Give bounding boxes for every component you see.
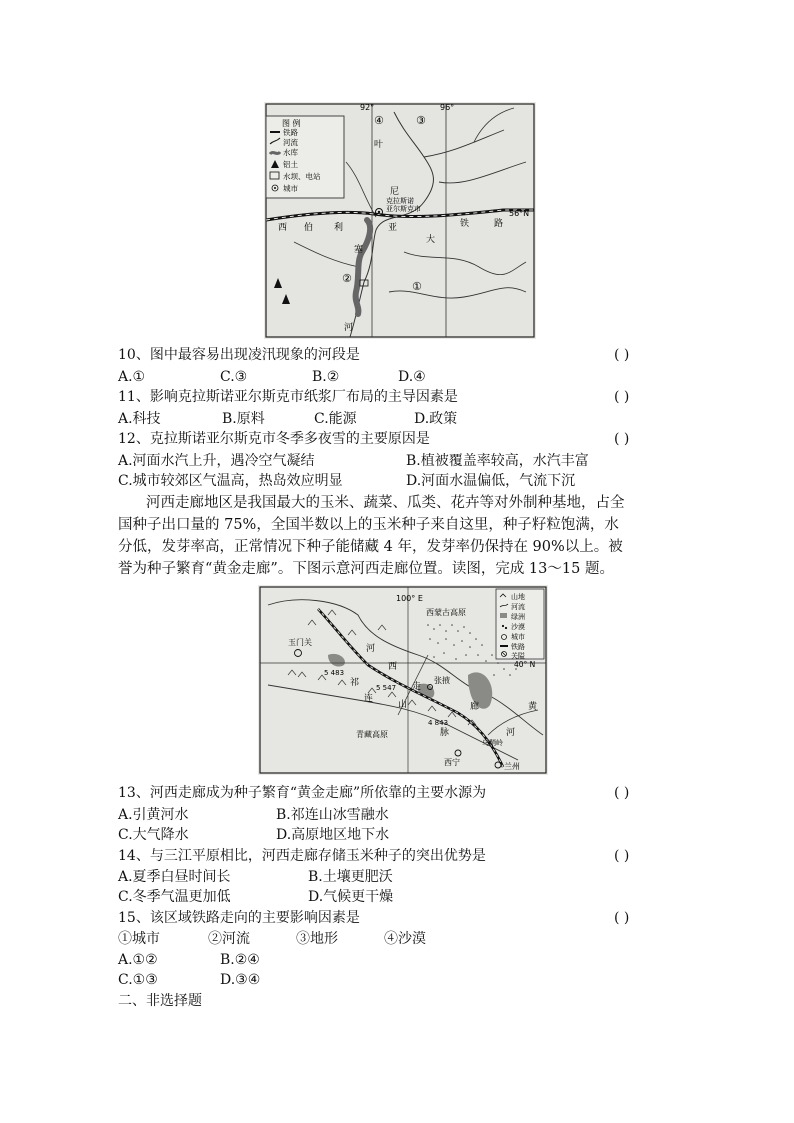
hexi-corridor-figure [258,585,548,775]
q13-option-c: C.大气降水 [118,827,189,843]
q10-option-c: C.③ [220,369,248,385]
label-plateau-north: 西蒙古高原 [426,608,466,617]
label-zhangye: 张掖 [434,676,450,685]
q15-item-4: ④沙漠 [384,931,426,947]
q15-option-b: B.②④ [220,952,260,968]
lon-100e-label: 100° E [396,594,423,603]
q14-option-b: B.土壤更肥沃 [308,869,393,885]
q14-paren: ( ) [614,848,630,864]
q12-options-row1 [118,451,589,471]
label-lian: 连 [364,694,374,704]
label-lang: 廊 [470,702,480,712]
legend-reservoir: 水库 [283,148,298,157]
label-bo: 伯 [304,223,314,233]
label-elev-1: 5 483 [324,669,345,677]
label-ni: 尼 [390,187,400,197]
passage-line-2: 国种子出口量的 75%，全国半数以上的玉米种子来自这里，种子籽粒饱满，水 [118,517,619,533]
label-xi: 西 [278,223,288,233]
q15-option-a: A.①② [118,952,158,968]
q13-options-row2 [118,825,389,845]
q10-option-d: D.④ [398,369,426,385]
q12-option-c: C.城市较郊区气温高，热岛效应明显 [118,473,343,489]
q15-item-3: ③地形 [296,931,338,947]
label-shan: 山 [398,700,408,710]
legend-bauxite: 铝土 [283,160,298,169]
label-huang: 黄 [528,702,538,712]
label-he-river: 河 [506,728,516,738]
q15-stem: 15、该区域铁路走向的主要影响因素是 [118,910,360,926]
legend-title: 图 例 [282,119,301,128]
lon-92-label: 92° [360,103,375,112]
q11-option-c: C.能源 [314,411,357,427]
passage-line-1: 河西走廊地区是我国最大的玉米、蔬菜、瓜类、花卉等对外制种基地，占全 [146,495,625,511]
legend-dam: 水坝、电站 [283,172,321,181]
passage-line-4: 誉为种子繁育“黄金走廊”。下图示意河西走廊位置。读图，完成 13～15 题。 [118,561,614,577]
q10-options [118,367,426,387]
q10-option-a: A.① [118,369,146,385]
q11-option-a: A.科技 [118,411,161,427]
label-lu: 路 [494,219,504,229]
q14-options-row1 [118,867,393,887]
label-sai: 塞 [354,245,364,255]
q12-stem: 12、克拉斯诺亚尔斯克市冬季多夜雪的主要原因是 [118,431,430,447]
q13-option-b: B.祁连山冰雪融水 [276,807,389,823]
q12-options-row2 [118,471,575,491]
q14-option-a: A.夏季白昼时间长 [118,869,231,885]
q14-options-row2 [118,887,393,907]
legend2-city: 城市 [511,633,525,641]
legend2-railway: 铁路 [511,643,525,651]
q11-option-b: B.原料 [222,411,265,427]
label-elev-2: 5 547 [376,684,397,692]
q14-option-d: D.气候更干燥 [308,889,394,905]
q10-option-b: B.② [312,369,340,385]
q10-paren: ( ) [614,347,630,363]
label-elev-3: 4 843 [428,719,449,727]
legend2-oasis: 绿洲 [511,613,525,621]
q11-options [118,409,457,429]
label-he: 河 [344,323,354,333]
lat-56-label: 56°N [509,209,530,218]
marker-2: ② [342,272,352,285]
city-name-line1: 克拉斯诺 [386,197,414,205]
q12-option-d: D.河面水温偏低，气流下沉 [406,473,576,489]
lat-40n-label: 40° N [514,660,536,669]
label-mai: 脉 [440,728,450,738]
label-qingzang: 青藏高原 [356,730,388,739]
legend2-mountain: 山地 [511,593,525,601]
label-he-west: 河 [366,644,376,654]
legend-railway: 铁路 [283,128,298,137]
q15-option-d: D.③④ [220,972,261,988]
q13-option-a: A.引黄河水 [118,807,189,823]
q15-item-1: ①城市 [118,931,160,947]
label-wushaoling: 乌鞘岭 [482,739,503,747]
label-xi: 西 [388,662,398,672]
label-zou: 走 [412,682,422,692]
legend-city: 城市 [283,184,298,193]
label-qi: 祁 [350,678,360,688]
legend2-desert: 沙漠 [511,623,525,631]
legend2-river: 河流 [511,603,525,611]
q13-stem: 13、河西走廊成为种子繁育“黄金走廊”所依靠的主要水源为 [118,785,487,801]
legend2-pass: 关隘 [511,652,525,660]
label-tie: 铁 [460,219,470,229]
hexi-corridor-map [258,585,548,775]
q13-options-row1 [118,805,389,825]
label-li: 利 [334,223,344,233]
marker-1: ① [412,280,422,293]
q12-option-a: A.河面水汽上升，遇冷空气凝结 [118,453,315,469]
legend-river: 河流 [283,138,298,147]
siberia-map-figure [264,102,536,339]
q11-option-d: D.政策 [414,411,458,427]
q11-paren: ( ) [614,389,630,405]
siberia-map [264,102,536,339]
label-lanzhou: 兰州 [504,762,520,771]
q12-option-b: B.植被覆盖率较高，水汽丰富 [406,453,589,469]
q15-paren: ( ) [614,910,630,926]
q10-stem: 10、图中最容易出现凌汛现象的河段是 [118,347,360,363]
q14-stem: 14、与三江平原相比，河西走廊存储玉米种子的突出优势是 [118,848,486,864]
lon-96-label: 96° [440,103,455,112]
q15-items [118,929,426,949]
city-name-line2: 亚尔斯克市 [386,205,421,213]
marker-4: ④ [374,114,384,127]
q14-option-c: C.冬季气温更加低 [118,889,231,905]
section-2-heading: 二、非选择题 [118,993,202,1009]
q15-option-c: C.①③ [118,972,158,988]
label-ya: 亚 [388,223,398,233]
label-da: 大 [426,235,436,245]
label-yumenguan: 玉门关 [288,638,312,647]
q13-paren: ( ) [614,785,630,801]
label-xining: 西宁 [444,758,460,767]
q12-paren: ( ) [614,431,630,447]
q13-option-d: D.高原地区地下水 [276,827,390,843]
q15-item-2: ②河流 [208,931,250,947]
q11-stem: 11、影响克拉斯诺亚尔斯克市纸浆厂布局的主导因素是 [118,389,458,405]
label-ye: 叶 [374,140,384,150]
marker-3: ③ [416,114,426,127]
q15-options-row1 [118,950,260,970]
passage-line-3: 分低，发芽率高，正常情况下种子能储藏 4 年，发芽率仍保持在 90%以上。被 [118,539,623,555]
q15-options-row2 [118,970,260,990]
